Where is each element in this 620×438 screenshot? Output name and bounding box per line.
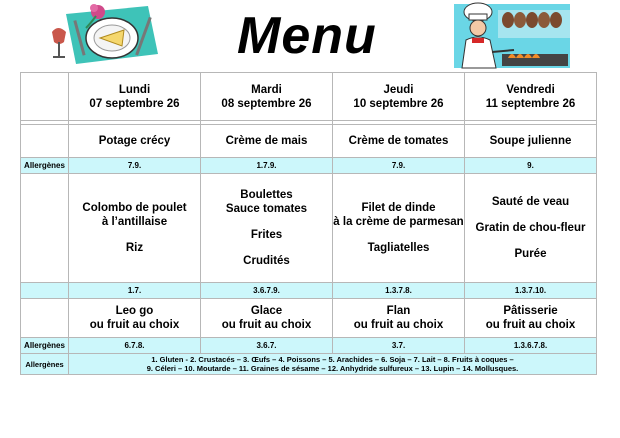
allergen-codes: 1.7.9.	[201, 158, 333, 174]
starter-cell: Soupe julienne	[465, 125, 597, 158]
allergen-codes: 1.3.7.10.	[465, 283, 597, 299]
legend-line: 9. Céleri – 10. Moutarde – 11. Graines de sésame – 12. Anhydride sulfureux – 13. Lupin – 14. Mollusques.	[146, 364, 519, 373]
starter-cell: Potage crécy	[69, 125, 201, 158]
starter-row	[21, 125, 597, 158]
allergen-legend	[69, 354, 597, 375]
dessert-allergens-row	[21, 338, 597, 354]
allergen-codes: 3.6.7.9.	[201, 283, 333, 299]
allergen-codes: 7.9.	[69, 158, 201, 174]
main-cell: Filet de dinde à la crème de parmesan Tagliatelles	[333, 174, 465, 283]
day-header: Lundi 07 septembre 26	[69, 73, 201, 121]
starter-cell: Crème de mais	[201, 125, 333, 158]
corner-cell	[21, 73, 69, 121]
allergen-codes: 3.6.7.	[201, 338, 333, 354]
dessert-row	[21, 299, 597, 338]
starter-cell: Crème de tomates	[333, 125, 465, 158]
dessert-cell: Flan ou fruit au choix	[333, 299, 465, 338]
dessert-cell: Leo go ou fruit au choix	[69, 299, 201, 338]
allergen-codes: 1.3.7.8.	[333, 283, 465, 299]
allergens-label: Allergènes	[21, 158, 69, 174]
dessert-cell: Pâtisserie ou fruit au choix	[465, 299, 597, 338]
allergen-codes: 6.7.8.	[69, 338, 201, 354]
main-cell: Colombo de poulet à l’antillaise Riz	[69, 174, 201, 283]
dessert-cell: Glace ou fruit au choix	[201, 299, 333, 338]
main-allergens-row	[21, 283, 597, 299]
days-header-row	[21, 73, 597, 121]
allergen-codes: 3.7.	[333, 338, 465, 354]
main-course-row	[21, 174, 597, 283]
starter-allergens-row	[21, 158, 597, 174]
allergens-label: Allergènes	[21, 354, 69, 375]
allergen-codes: 1.3.6.7.8.	[465, 338, 597, 354]
main-cell: Sauté de veau Gratin de chou-fleur Purée	[465, 174, 597, 283]
allergen-codes: 7.9.	[333, 158, 465, 174]
menu-table	[20, 72, 597, 375]
allergens-label: Allergènes	[21, 338, 69, 354]
day-header: Mardi 08 septembre 26	[201, 73, 333, 121]
table-setting-clipart	[50, 2, 162, 68]
main-cell: Boulettes Sauce tomates Frites Crudités	[201, 174, 333, 283]
allergen-legend-row	[21, 354, 597, 375]
day-header: Vendredi 11 septembre 26	[465, 73, 597, 121]
legend-line: 1. Gluten - 2. Crustacés – 3. Œufs – 4. Poissons – 5. Arachides – 6. Soja – 7. Lait – 8. Fruits à coques –	[151, 355, 514, 364]
allergen-codes: 9.	[465, 158, 597, 174]
day-header: Jeudi 10 septembre 26	[333, 73, 465, 121]
chef-clipart	[452, 2, 572, 70]
allergen-codes: 1.7.	[69, 283, 201, 299]
page-title: Menu	[237, 7, 377, 65]
